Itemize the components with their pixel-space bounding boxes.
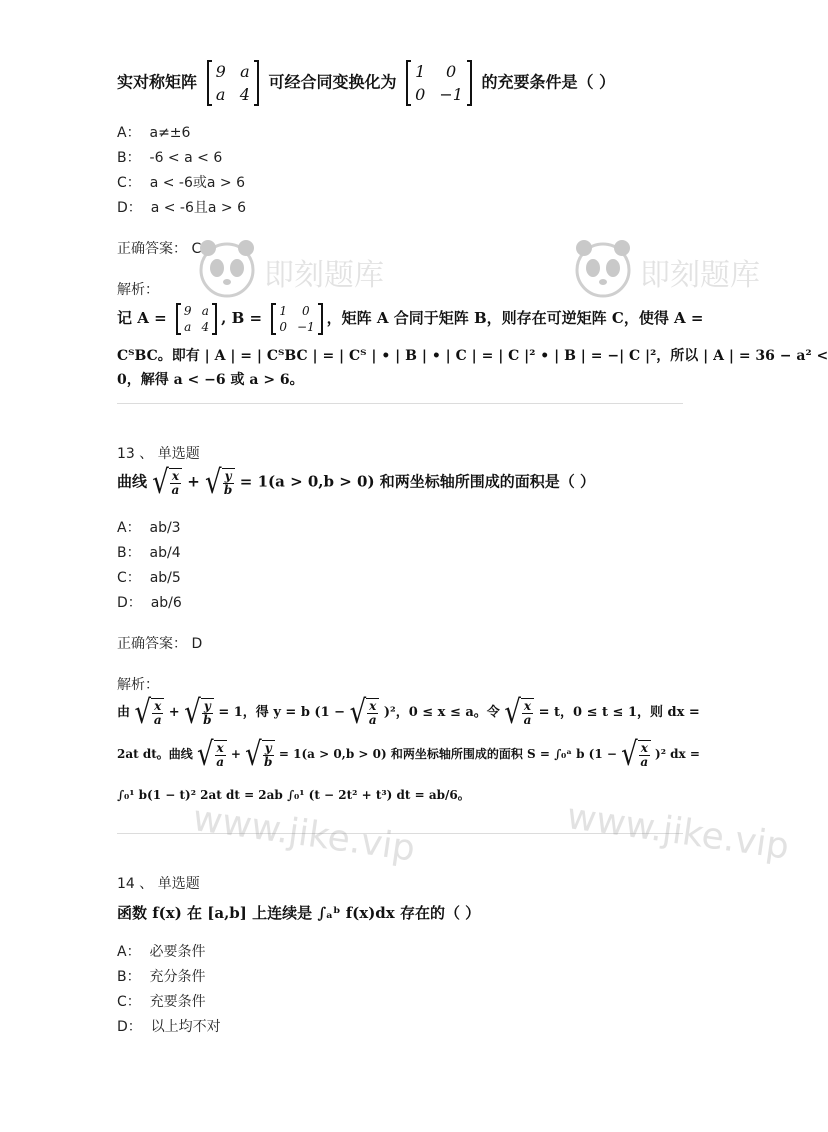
q14-option-b: B： 充分条件 <box>117 969 206 985</box>
q13-stem: 曲线 √ $\frac{x}{a}$ + √ $\frac{y}{b}$ = 1(a > 0,b > 0) 和两坐标轴所围成的面积是（ ） <box>117 463 595 502</box>
matrix-cell: a <box>240 62 250 81</box>
q13-option-c: C： ab/5 <box>117 570 181 586</box>
analysis-matrix-b: 1 0 0 −1 <box>271 303 322 335</box>
q12-matrix-2 <box>406 60 472 106</box>
divider <box>117 403 683 404</box>
q13-header: 13 、 单选题 <box>117 446 200 462</box>
url-watermark: www.jike.vip <box>564 796 792 868</box>
q13-analysis-line-2: 2at dt。曲线 √ $\frac{x}{a}$ + √ $\frac{y}{b}$ = 1(a > 0,b > 0) 和两坐标轴所围成的面积 S = ∫₀ᵃ b (1 − √ $\frac{x}{a}$ )² dx = <box>117 735 700 774</box>
q12-option-b: B： -6 < a < 6 <box>117 150 223 166</box>
q12-stem-mid: 可经合同变换化为 <box>268 72 397 92</box>
brand-watermark: 即刻题库 <box>264 258 384 293</box>
q12-option-d: D： a < -6且a > 6 <box>117 200 246 216</box>
q14-stem: 函数 f(x) 在 [a,b] 上连续是 ∫ₐᵇ f(x)dx 存在的（ ） <box>117 904 481 922</box>
brand-watermark: 即刻题库 <box>640 258 760 293</box>
analysis-matrix-a: 9 a a 4 <box>176 303 217 335</box>
q12-option-a: A： a≠±6 <box>117 125 191 141</box>
q12-stem <box>117 60 615 106</box>
brand-watermark-clip <box>640 244 760 294</box>
q13-analysis-line-1: 由 √ $\frac{x}{a}$ + √ $\frac{y}{b}$ = 1，得 y = b (1 − √ $\frac{x}{a}$ )²，0 ≤ x ≤ a。令 √ $\frac{x}{a}$ = t，0 ≤ t ≤ 1，则 dx = <box>117 693 700 732</box>
q13-option-d: D： ab/6 <box>117 595 182 611</box>
q12-stem-suffix: 的充要条件是（ ） <box>481 72 616 92</box>
q12-option-c: C： a < -6或a > 6 <box>117 175 245 191</box>
q13-answer: 正确答案： D <box>117 636 203 652</box>
matrix-cell: 4 <box>239 85 250 104</box>
q14-header: 14 、 单选题 <box>117 876 200 892</box>
q12-analysis-line-3: 0，解得 a < −6 或 a > 6。 <box>117 372 304 388</box>
q12-matrix-1 <box>207 60 259 106</box>
url-watermark: www.jike.vip <box>190 798 418 870</box>
q13-option-a: A： ab/3 <box>117 520 181 536</box>
q12-analysis-line-2: CᵀBC。即有 | A | = | CᵀBC | = | Cᵀ | • | B | • | C | = | C |² • | B | = −| C |²，所以 | A | = 36 − a² < <box>117 348 828 364</box>
q14-option-a: A： 必要条件 <box>117 944 206 960</box>
q12-analysis-label: 解析： <box>117 282 159 298</box>
q12-answer: 正确答案： C <box>117 241 202 257</box>
q12-stem-prefix: 实对称矩阵 <box>117 72 198 92</box>
panda-watermark-icon <box>572 236 634 300</box>
q14-option-c: C： 充要条件 <box>117 994 206 1010</box>
matrix-cell: 0 <box>415 85 426 104</box>
q12-answer-value: C <box>191 241 202 257</box>
q13-analysis-label: 解析： <box>117 677 159 693</box>
panda-watermark-icon <box>196 236 258 300</box>
matrix-cell: −1 <box>439 85 463 104</box>
q13-answer-value: D <box>191 636 203 652</box>
q13-analysis-line-3: ∫₀¹ b(1 − t)² 2at dt = 2ab ∫₀¹ (t − 2t² + t³) dt = ab/6。 <box>117 788 470 802</box>
q14-option-d: D： 以上均不对 <box>117 1019 221 1035</box>
q12-analysis-line-1: 记 A = 9 a a 4 , B = 1 0 0 −1 ，矩阵 A 合同于矩阵 B，则存在可逆矩阵 C，使得 A = <box>117 304 704 334</box>
q13-option-b: B： ab/4 <box>117 545 181 561</box>
matrix-cell: 0 <box>446 62 457 81</box>
url-watermark-clip <box>564 790 792 868</box>
matrix-cell: 1 <box>415 62 426 81</box>
q13-analysis-result: ab/6。 <box>428 788 470 802</box>
matrix-cell: a <box>215 85 226 104</box>
matrix-cell: 9 <box>215 62 226 81</box>
